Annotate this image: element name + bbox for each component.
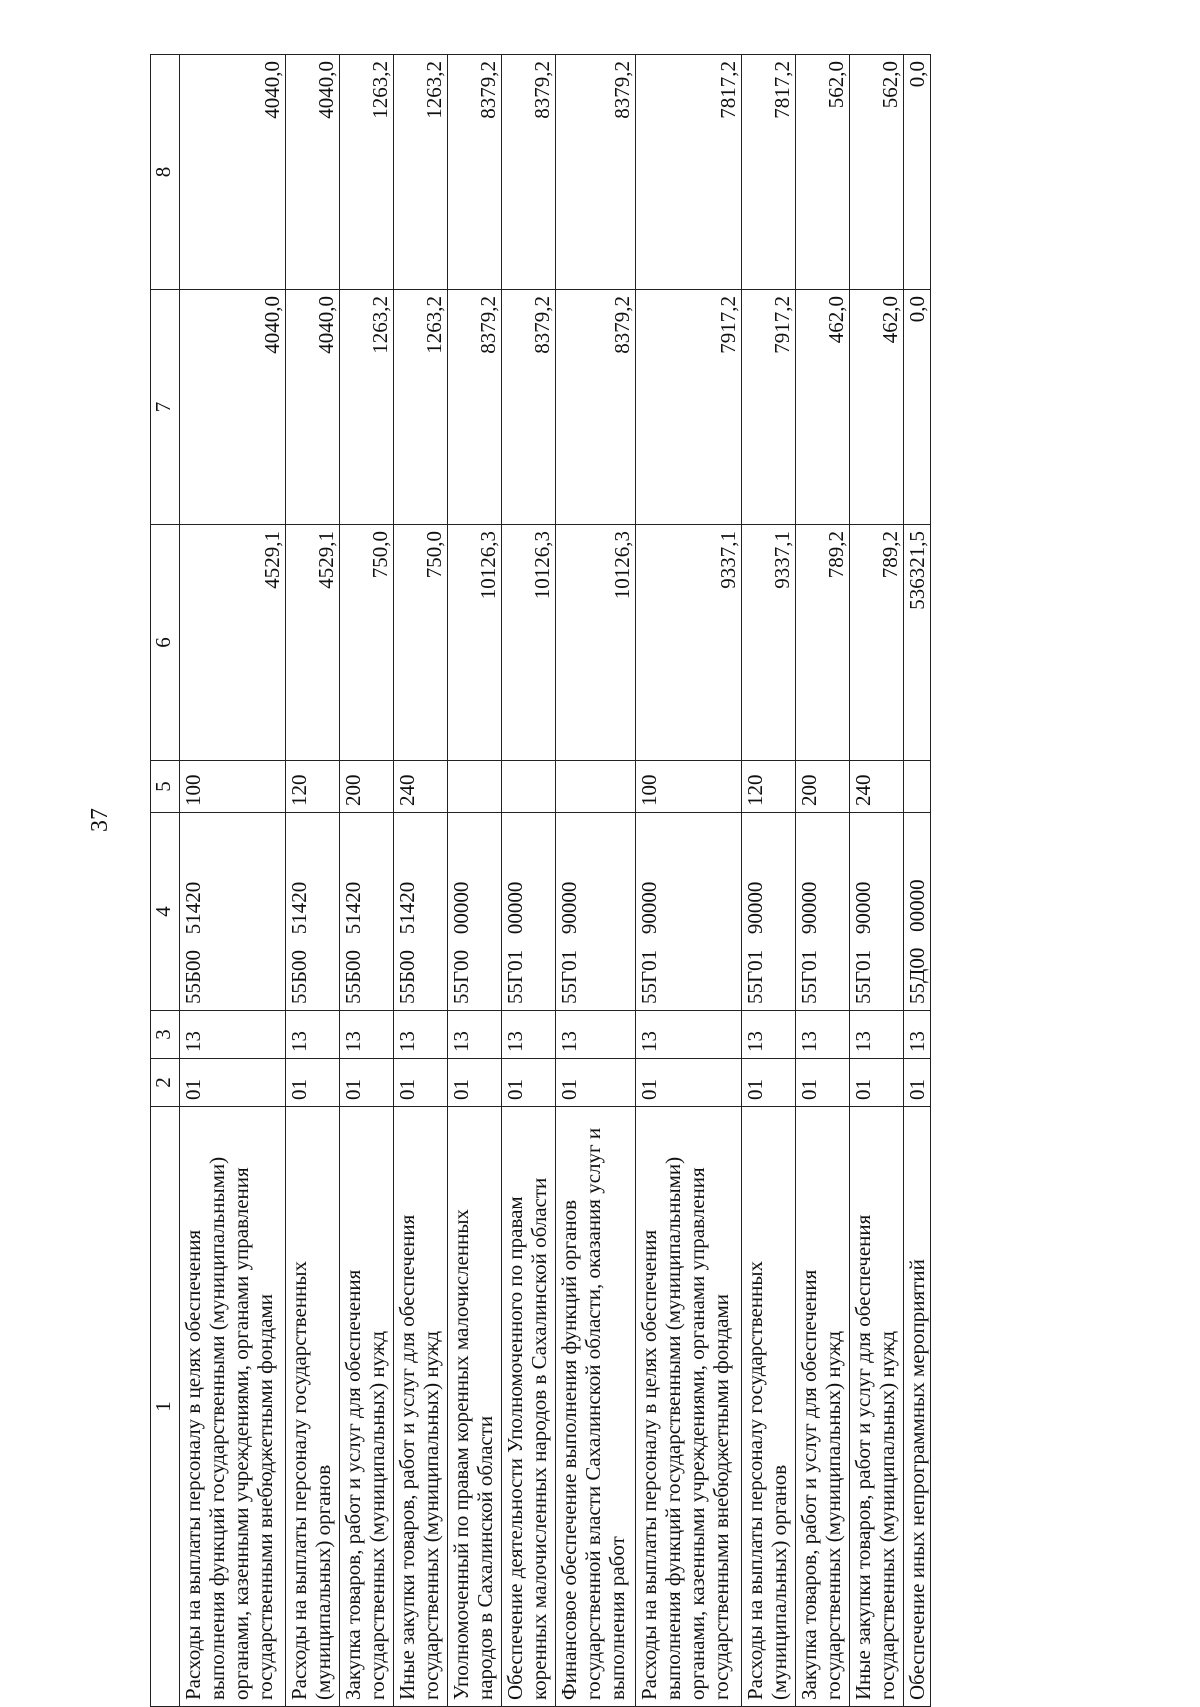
row-amount-col7: 4040,0 <box>286 290 340 525</box>
row-amount-col7: 0,0 <box>904 290 931 525</box>
row-amount-col6: 4529,1 <box>180 525 286 761</box>
row-amount-col7: 1263,2 <box>394 290 448 525</box>
row-expense-type <box>448 761 502 813</box>
row-name: Уполномоченный по правам коренных малочисленных народов в Сахалинской области <box>448 1107 502 1707</box>
row-amount-col8: 8379,2 <box>502 55 556 290</box>
row-subsection: 13 <box>850 1011 904 1059</box>
row-name: Обеспечение деятельности Уполномоченного по правам коренных малочисленных народов в Сахалинской области <box>502 1107 556 1707</box>
row-target-article <box>502 813 556 1011</box>
row-amount-col8: 4040,0 <box>180 55 286 290</box>
row-subsection: 13 <box>394 1011 448 1059</box>
table-row <box>850 55 904 1707</box>
row-expense-type: 120 <box>742 761 796 813</box>
row-name: Расходы на выплаты персоналу государственных (муниципальных) органов <box>742 1107 796 1707</box>
table-row <box>448 55 502 1707</box>
row-section: 01 <box>636 1059 742 1107</box>
row-amount-col6: 750,0 <box>340 525 394 761</box>
row-amount-col7: 462,0 <box>850 290 904 525</box>
row-amount-col7: 462,0 <box>796 290 850 525</box>
row-amount-col6: 9337,1 <box>636 525 742 761</box>
budget-table <box>150 54 931 1707</box>
row-section: 01 <box>286 1059 340 1107</box>
target-article-direction: 51420 <box>181 881 205 935</box>
row-amount-col7: 7917,2 <box>742 290 796 525</box>
target-article-program: 55Б00 <box>341 949 365 1004</box>
col-header-8: 8 <box>151 55 180 290</box>
row-amount-col6: 4529,1 <box>286 525 340 761</box>
row-expense-type <box>556 761 636 813</box>
col-header-1: 1 <box>151 1107 180 1707</box>
row-target-article <box>180 813 286 1011</box>
row-section: 01 <box>742 1059 796 1107</box>
table-row <box>394 55 448 1707</box>
row-target-article <box>448 813 502 1011</box>
row-target-article <box>796 813 850 1011</box>
table-row <box>286 55 340 1707</box>
row-amount-col8: 7817,2 <box>742 55 796 290</box>
target-article-direction: 51420 <box>341 881 365 935</box>
target-article-direction: 51420 <box>395 881 419 935</box>
row-target-article <box>742 813 796 1011</box>
header-row <box>151 55 180 1707</box>
row-name: Иные закупки товаров, работ и услуг для обеспечения государственных (муниципальных) нужд <box>850 1107 904 1707</box>
col-header-6: 6 <box>151 525 180 761</box>
target-article-direction: 90000 <box>637 881 661 935</box>
row-amount-col7: 8379,2 <box>556 290 636 525</box>
row-amount-col8: 1263,2 <box>394 55 448 290</box>
target-article-direction: 00000 <box>449 881 473 935</box>
row-section: 01 <box>904 1059 931 1107</box>
target-article-program: 55Г01 <box>743 949 767 1004</box>
target-article-program: 55Г01 <box>557 949 581 1004</box>
row-subsection: 13 <box>180 1011 286 1059</box>
row-subsection: 13 <box>742 1011 796 1059</box>
row-amount-col8: 4040,0 <box>286 55 340 290</box>
table-row <box>742 55 796 1707</box>
target-article-program: 55Г01 <box>797 949 821 1004</box>
budget-table-rotated <box>150 55 930 1707</box>
row-amount-col8: 7817,2 <box>636 55 742 290</box>
row-amount-col8: 562,0 <box>796 55 850 290</box>
target-article-direction: 90000 <box>797 881 821 935</box>
col-header-7: 7 <box>151 290 180 525</box>
row-target-article <box>850 813 904 1011</box>
row-subsection: 13 <box>286 1011 340 1059</box>
target-article-program: 55Д00 <box>905 947 929 1004</box>
target-article-direction: 90000 <box>743 881 767 935</box>
row-expense-type <box>904 761 931 813</box>
row-amount-col6: 536321,5 <box>904 525 931 761</box>
row-amount-col7: 8379,2 <box>502 290 556 525</box>
row-target-article <box>286 813 340 1011</box>
row-amount-col6: 10126,3 <box>502 525 556 761</box>
row-target-article <box>556 813 636 1011</box>
row-amount-col8: 0,0 <box>904 55 931 290</box>
target-article-program: 55Г01 <box>503 949 527 1004</box>
row-expense-type: 240 <box>850 761 904 813</box>
row-name: Расходы на выплаты персоналу государственных (муниципальных) органов <box>286 1107 340 1707</box>
row-expense-type: 200 <box>796 761 850 813</box>
row-amount-col6: 789,2 <box>850 525 904 761</box>
row-subsection: 13 <box>448 1011 502 1059</box>
row-amount-col8: 562,0 <box>850 55 904 290</box>
row-subsection: 13 <box>340 1011 394 1059</box>
row-subsection: 13 <box>636 1011 742 1059</box>
row-amount-col7: 4040,0 <box>180 290 286 525</box>
row-name: Иные закупки товаров, работ и услуг для обеспечения государственных (муниципальных) нужд <box>394 1107 448 1707</box>
target-article-program: 55Б00 <box>395 949 419 1004</box>
row-amount-col6: 10126,3 <box>448 525 502 761</box>
row-amount-col7: 1263,2 <box>340 290 394 525</box>
row-amount-col7: 8379,2 <box>448 290 502 525</box>
row-expense-type: 240 <box>394 761 448 813</box>
row-subsection: 13 <box>904 1011 931 1059</box>
row-name: Расходы на выплаты персоналу в целях обеспечения выполнения функций государственными (муниципальными) органами, казенными учреждениями, органами управления государственными внебюджетными фондами <box>636 1107 742 1707</box>
target-article-direction: 90000 <box>851 881 875 935</box>
row-section: 01 <box>850 1059 904 1107</box>
table-row <box>340 55 394 1707</box>
row-section: 01 <box>796 1059 850 1107</box>
row-target-article <box>904 813 931 1011</box>
table-row <box>904 55 931 1707</box>
row-amount-col8: 1263,2 <box>340 55 394 290</box>
target-article-direction: 51420 <box>287 881 311 935</box>
target-article-program: 55Г01 <box>851 949 875 1004</box>
row-section: 01 <box>448 1059 502 1107</box>
target-article-program: 55Б00 <box>287 949 311 1004</box>
col-header-2: 2 <box>151 1059 180 1107</box>
row-amount-col8: 8379,2 <box>556 55 636 290</box>
target-article-program: 55Б00 <box>181 949 205 1004</box>
target-article-program: 55Г01 <box>637 949 661 1004</box>
table-row <box>636 55 742 1707</box>
target-article-direction: 90000 <box>557 881 581 935</box>
col-header-3: 3 <box>151 1011 180 1059</box>
table-row <box>180 55 286 1707</box>
row-target-article <box>636 813 742 1011</box>
row-name: Закупка товаров, работ и услуг для обеспечения государственных (муниципальных) нужд <box>340 1107 394 1707</box>
row-expense-type: 120 <box>286 761 340 813</box>
row-section: 01 <box>340 1059 394 1107</box>
row-name: Расходы на выплаты персоналу в целях обеспечения выполнения функций государственными (муниципальными) органами, казенными учреждениями, органами управления государственными внебюджетными фондами <box>180 1107 286 1707</box>
row-amount-col6: 789,2 <box>796 525 850 761</box>
row-expense-type <box>502 761 556 813</box>
row-subsection: 13 <box>796 1011 850 1059</box>
row-amount-col6: 750,0 <box>394 525 448 761</box>
page-number: 37 <box>87 808 113 832</box>
target-article-program: 55Г00 <box>449 949 473 1004</box>
row-expense-type: 100 <box>636 761 742 813</box>
row-subsection: 13 <box>502 1011 556 1059</box>
row-name: Закупка товаров, работ и услуг для обеспечения государственных (муниципальных) нужд <box>796 1107 850 1707</box>
col-header-5: 5 <box>151 761 180 813</box>
row-name: Обеспечение иных непрограммных мероприятий <box>904 1107 931 1707</box>
row-subsection: 13 <box>556 1011 636 1059</box>
table-row <box>796 55 850 1707</box>
row-expense-type: 200 <box>340 761 394 813</box>
table-row <box>502 55 556 1707</box>
row-target-article <box>340 813 394 1011</box>
row-amount-col8: 8379,2 <box>448 55 502 290</box>
row-amount-col6: 10126,3 <box>556 525 636 761</box>
row-expense-type: 100 <box>180 761 286 813</box>
row-target-article <box>394 813 448 1011</box>
target-article-direction: 00000 <box>905 879 929 932</box>
row-amount-col6: 9337,1 <box>742 525 796 761</box>
col-header-4: 4 <box>151 813 180 1011</box>
row-section: 01 <box>394 1059 448 1107</box>
table-row <box>556 55 636 1707</box>
row-amount-col7: 7917,2 <box>636 290 742 525</box>
target-article-direction: 00000 <box>503 881 527 935</box>
row-section: 01 <box>502 1059 556 1107</box>
row-section: 01 <box>556 1059 636 1107</box>
row-name: Финансовое обеспечение выполнения функций органов государственной власти Сахалинской области, оказания услуг и выполнения работ <box>556 1107 636 1707</box>
row-section: 01 <box>180 1059 286 1107</box>
